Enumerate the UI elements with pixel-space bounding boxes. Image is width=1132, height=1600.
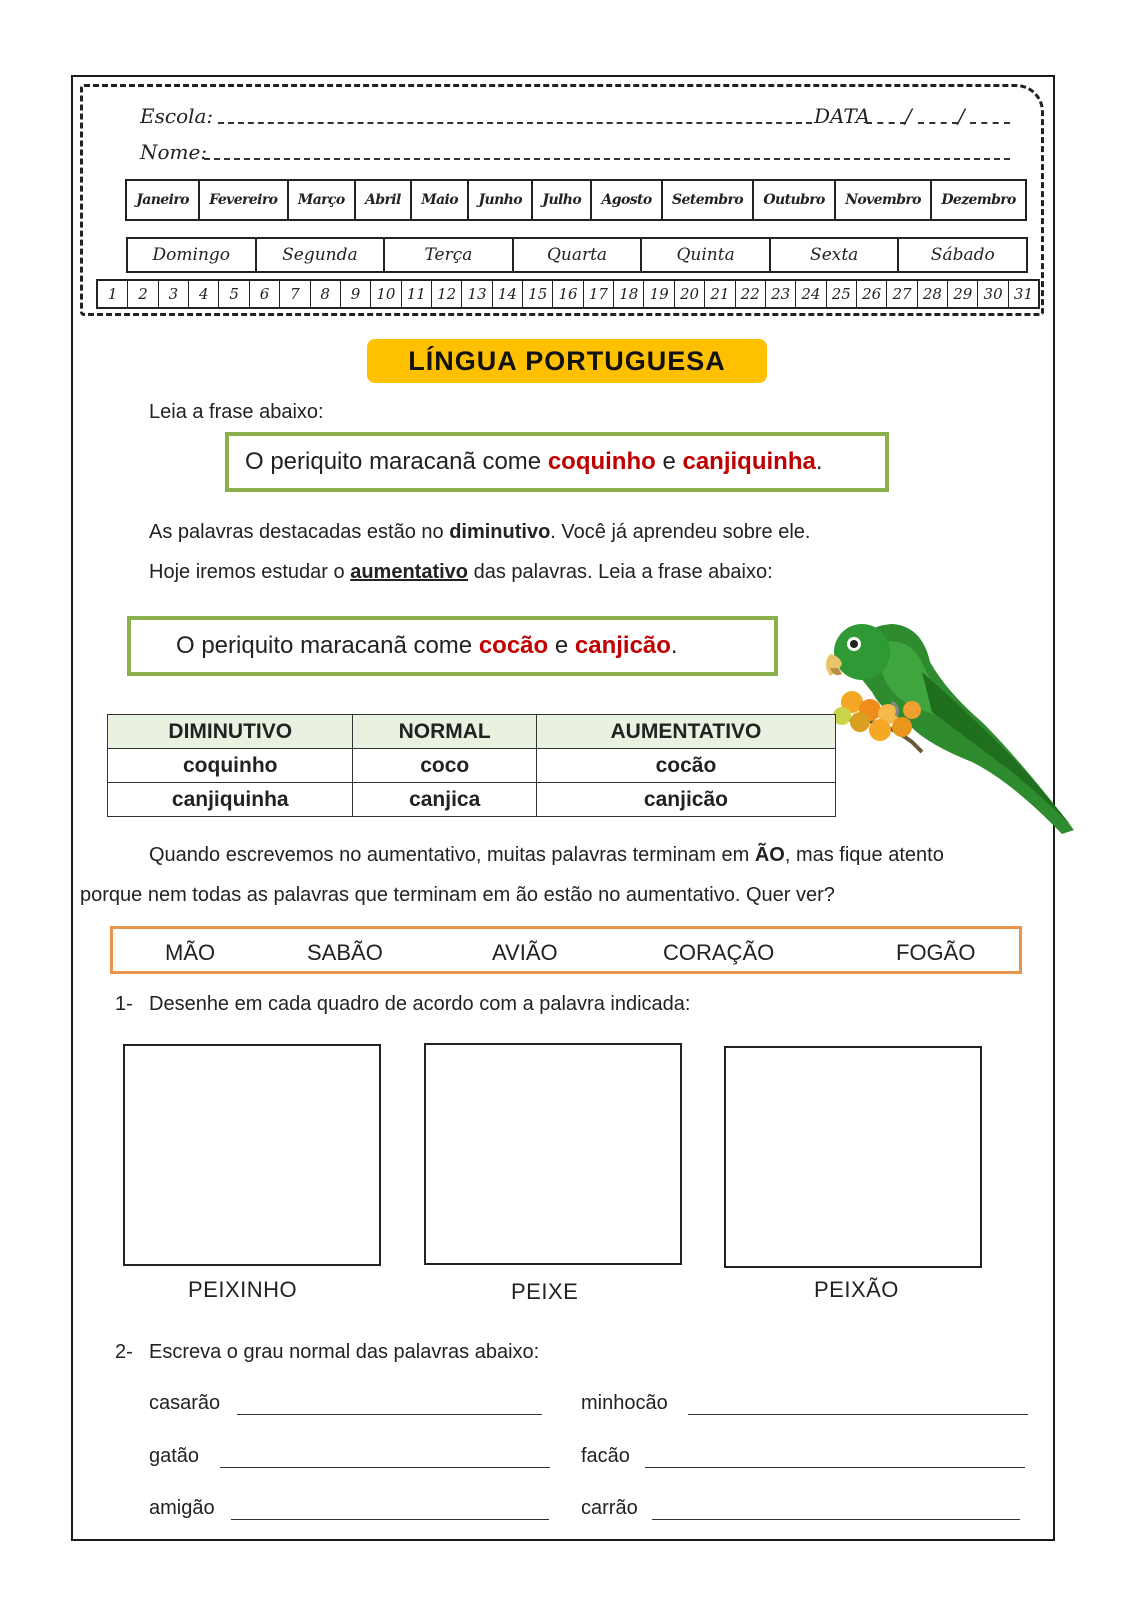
day-cell[interactable]: 26 [857,281,887,307]
weekdays-row [126,237,1028,273]
day-cell[interactable]: 24 [796,281,826,307]
caption-peixinho: PEIXINHO [188,1277,298,1302]
day-cell[interactable]: 31 [1013,285,1033,303]
day-cell[interactable]: 21 [705,281,735,307]
sentence-text: e [548,632,575,659]
answer-line[interactable] [231,1519,549,1520]
day-cell[interactable]: 5 [219,281,249,307]
answer-line[interactable] [645,1467,1025,1468]
intro-text: Leia a frase abaixo: [149,401,324,423]
month-cell[interactable]: Junho [469,181,533,219]
table-header: DIMINUTIVO [108,715,353,749]
parrot-illustration [812,612,1082,837]
sentence-text: O periquito maracanã come [245,448,548,475]
day-cell[interactable]: 4 [189,281,219,307]
day-cell[interactable]: 25 [827,281,857,307]
paragraph-text: As palavras destacadas estão no [149,521,450,543]
page-title: LÍNGUA PORTUGUESA [367,339,767,383]
day-cell[interactable]: 9 [341,281,371,307]
weekday-cell[interactable]: Quarta [514,239,643,271]
highlight-word: coquinho [547,448,656,475]
month-cell[interactable]: Outubro [754,181,836,219]
table-cell: canjiquinha [108,783,353,817]
weekday-cell[interactable]: Quinta [642,239,771,271]
highlight-word: cocão [478,632,549,659]
sentence-augmentative-box [127,616,778,676]
table-row [108,749,836,783]
word-casarao: casarão [149,1392,221,1414]
day-cell[interactable]: 23 [766,281,796,307]
day-cell[interactable]: 20 [675,281,705,307]
weekday-cell[interactable]: Segunda [257,239,386,271]
word-list-box [110,926,1022,974]
paragraph-text: Hoje iremos estudar o [149,561,351,583]
months-row [125,179,1027,221]
word-item: MÃO [165,940,216,965]
day-cell[interactable]: 6 [250,281,280,307]
day-cell[interactable]: 12 [432,281,462,307]
table-cell: canjica [353,783,536,817]
word-gatao: gatão [149,1445,200,1467]
drawing-box-peixinho[interactable] [123,1044,381,1266]
explanation-line-2: porque nem todas as palavras que terminam em ão estão no aumentativo. Quer ver? [80,884,835,906]
word-facao: facão [581,1445,630,1467]
paragraph-text: . Você já aprendeu sobre ele. [550,521,811,543]
word-minhocao: minhocão [581,1392,668,1414]
day-cell[interactable]: 15 [523,281,553,307]
day-cell[interactable]: 3 [159,281,189,307]
sentence-text: . [670,632,678,659]
date-label: DATA [814,104,871,128]
month-cell[interactable]: Dezembro [941,192,1016,208]
explanation-line-1 [149,844,944,867]
sentence-text: . [815,448,823,475]
days-row [96,279,1040,309]
date-year-field[interactable] [970,122,1010,124]
highlight-word: canjiquinha [682,448,816,475]
day-cell[interactable]: 16 [553,281,583,307]
day-cell[interactable]: 10 [371,281,401,307]
word-item: SABÃO [307,940,383,965]
month-cell[interactable]: Fevereiro [200,181,289,219]
q1-text: Desenhe em cada quadro de acordo com a palavra indicada: [149,993,691,1015]
degree-table [107,714,836,817]
q1-number: 1- [115,993,133,1015]
month-cell[interactable]: Maio [412,181,469,219]
word-carrao: carrão [581,1497,638,1519]
sentence-text: O periquito maracanã come [176,632,479,659]
sentence-text: e [655,448,683,475]
paragraph-text: das palavras. Leia a frase abaixo: [468,561,773,583]
paragraph-text: , mas fique atento [784,844,944,866]
table-header-row [108,715,836,749]
month-cell[interactable]: Janeiro [127,181,200,219]
answer-line[interactable] [220,1467,550,1468]
school-field[interactable] [218,122,812,124]
table-cell: cocão [536,749,835,783]
table-row [108,783,836,817]
caption-peixao: PEIXÃO [814,1277,899,1302]
drawing-box-peixe[interactable] [424,1043,682,1265]
day-cell[interactable]: 11 [402,281,432,307]
q2-number: 2- [115,1341,133,1363]
date-separator-1: / [905,104,912,128]
month-cell[interactable]: Março [289,181,356,219]
day-cell[interactable]: 22 [736,281,766,307]
highlight-word: canjicão [574,632,671,659]
word-item: CORAÇÃO [663,940,775,965]
word-item: AVIÃO [492,940,558,965]
day-cell[interactable]: 29 [948,281,978,307]
school-label: Escola: [140,104,214,128]
weekday-cell[interactable]: Sábado [930,245,995,265]
answer-line[interactable] [688,1414,1028,1415]
month-cell[interactable]: Abril [356,181,412,219]
bold-term: aumentativo [350,561,469,583]
weekday-cell[interactable]: Terça [385,239,514,271]
drawing-box-peixao[interactable] [724,1046,982,1268]
day-cell[interactable]: 14 [493,281,523,307]
paragraph-augmentative [149,561,773,584]
name-label: Nome: [140,140,208,164]
day-cell[interactable]: 30 [978,281,1008,307]
table-header: NORMAL [353,715,536,749]
name-field[interactable] [204,158,1010,160]
date-day-field[interactable] [866,122,906,124]
month-cell[interactable]: Julho [533,181,592,219]
caption-peixe: PEIXE [511,1279,579,1304]
day-cell[interactable]: 8 [311,281,341,307]
table-cell: canjicão [536,783,835,817]
day-cell[interactable]: 13 [462,281,492,307]
answer-line[interactable] [237,1414,542,1415]
day-cell[interactable]: 18 [614,281,644,307]
paragraph-text: Quando escrevemos no aumentativo, muitas palavras terminam em [149,844,755,866]
table-header: AUMENTATIVO [536,715,835,749]
sentence-diminutive-box [225,432,889,492]
day-cell[interactable]: 28 [918,281,948,307]
table-cell: coquinho [108,749,353,783]
bold-term: diminutivo [449,521,551,543]
day-cell[interactable]: 17 [584,281,614,307]
weekday-cell[interactable]: Sexta [771,239,900,271]
weekday-cell[interactable]: Domingo [128,239,257,271]
table-cell: coco [353,749,536,783]
word-amigao: amigão [149,1497,215,1519]
q2-text: Escreva o grau normal das palavras abaixo: [149,1341,540,1363]
month-cell[interactable]: Novembro [836,181,932,219]
month-cell[interactable]: Agosto [592,181,663,219]
day-cell[interactable]: 19 [644,281,674,307]
paragraph-diminutive [149,521,810,544]
word-item: FOGÃO [896,940,976,965]
bold-term: ÃO [754,844,785,866]
day-cell[interactable]: 1 [98,281,128,307]
month-cell[interactable]: Setembro [663,181,754,219]
day-cell[interactable]: 2 [128,281,158,307]
date-separator-2: / [958,104,965,128]
date-month-field[interactable] [918,122,958,124]
answer-line[interactable] [652,1519,1020,1520]
day-cell[interactable]: 27 [887,281,917,307]
day-cell[interactable]: 7 [280,281,310,307]
